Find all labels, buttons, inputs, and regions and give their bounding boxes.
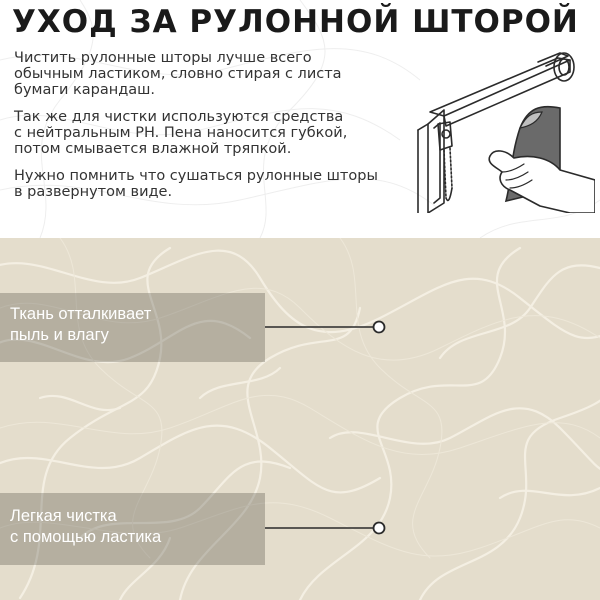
page-title: УХОД ЗА РУЛОННОЙ ШТОРОЙ xyxy=(12,4,579,40)
pointer-dot-icon xyxy=(374,322,385,333)
feature-label-easy-cleaning: Легкая чистка с помощью ластика xyxy=(0,493,265,565)
feature-pointer-line xyxy=(265,320,387,334)
care-paragraph-eraser: Чистить рулонные шторы лучше всего обычным ластиком, словно стирая с листа бумаги карандаш. xyxy=(14,50,342,98)
care-paragraph-foam: Так же для чистки используются средства с нейтральным PH. Пена наносится губкой, потом смывается влажной тряпкой. xyxy=(14,109,348,157)
feature-pointer-line xyxy=(265,521,387,535)
feature-label-repels-dust: Ткань отталкивает пыль и влагу xyxy=(0,293,265,362)
care-section xyxy=(0,0,600,238)
pointer-dot-icon xyxy=(374,523,385,534)
care-paragraph-drying: Нужно помнить что сушаться рулонные шторы в развернутом виде. xyxy=(14,168,378,200)
roller-blind-cleaning-illustration xyxy=(410,38,595,213)
hand-icon xyxy=(489,151,595,213)
